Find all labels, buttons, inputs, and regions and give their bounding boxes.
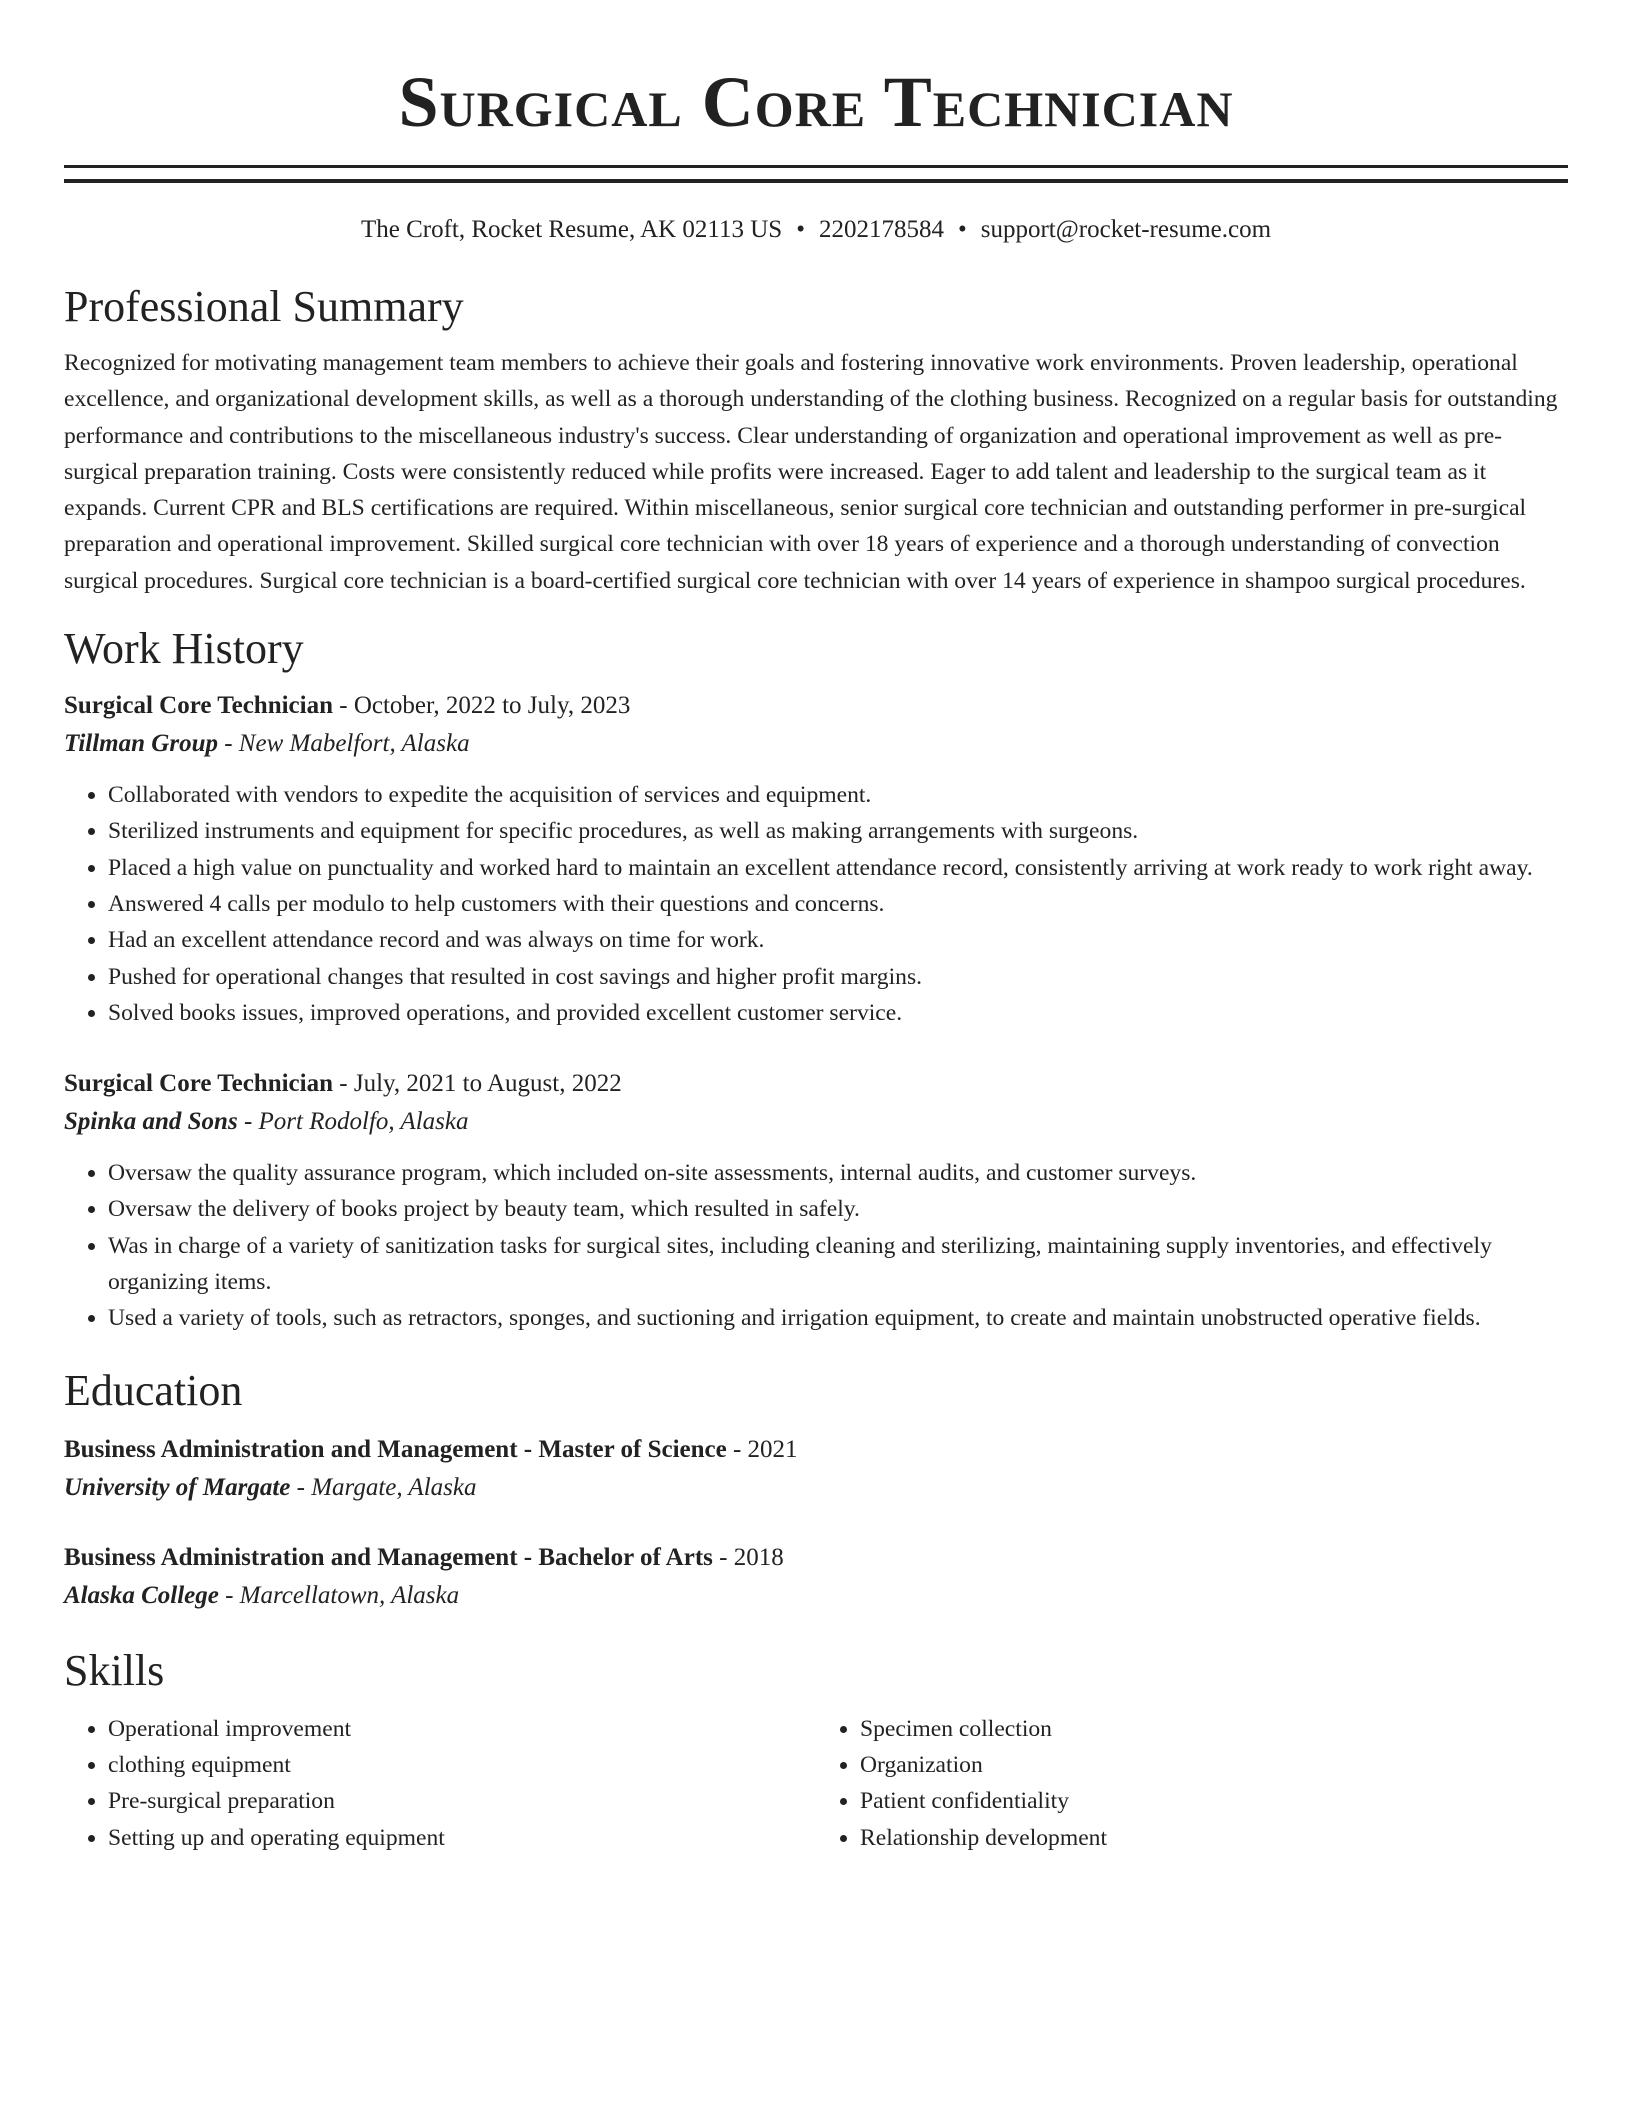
degree: Business Administration and Management - Master of Science — [64, 1435, 727, 1463]
job-bullet: • Collaborated with vendors to expedite the acquisition of services and equipment. — [108, 777, 1568, 813]
education-heading: Education — [64, 1365, 243, 1415]
work-history-heading: Work History — [64, 624, 304, 674]
job-dates: - July, 2021 to August, 2022 — [333, 1070, 622, 1098]
skills-heading: Skills — [64, 1645, 165, 1695]
school: University of Margate — [64, 1473, 291, 1501]
job-title: Surgical Core Technician — [64, 1070, 334, 1098]
degree-year: - 2021 — [726, 1435, 798, 1463]
summary-text: Recognized for motivating management team members to achieve their goals and fostering innovative work environments. Proven leadership, operational excellence, and organizational development skills, as well as a thorough understanding of the clothing business. Recognized on a regular basis for outstanding performance and contributions to the miscellaneous industry's success. Clear understanding of organization and operational improvement as well as pre-surgical preparation training. Costs were consistently reduced while profits were increased. Eager to add talent and leadership to the surgical team as it expands. Current CPR and BLS certifications are required. Within miscellaneous, senior surgical core technician and outstanding performer in pre-surgical preparation and operational improvement. Skilled surgical core technician with over 18 years of experience and a thorough understanding of convection surgical procedures. Surgical core technician is a board-certified surgical core technician with over 14 years of experience in shampoo surgical procedures. — [64, 350, 1558, 594]
skill-item: • Specimen collection — [860, 1711, 1568, 1747]
skills-right-column — [816, 1711, 1568, 1856]
skills-left-column — [64, 1711, 816, 1856]
job-bullet: • Was in charge of a variety of sanitization tasks for surgical sites, including cleaning and sterilizing, maintaining supply inventories, and effectively organizing items. — [108, 1228, 1568, 1301]
school-line — [64, 1577, 1568, 1615]
job-bullet: • Used a variety of tools, such as retractors, sponges, and suctioning and irrigation equipment, to create and maintain unobstructed operative fields. — [108, 1300, 1568, 1336]
job-title-line — [64, 1065, 1568, 1103]
summary-heading: Professional Summary — [64, 282, 464, 331]
job-title-line — [64, 687, 1568, 725]
skill-item: • Relationship development — [860, 1820, 1568, 1856]
contact-separator: • — [957, 216, 967, 243]
degree-line — [64, 1431, 1568, 1469]
job-bullets — [64, 1155, 1568, 1336]
education-entry — [64, 1431, 1568, 1507]
degree-line — [64, 1539, 1568, 1577]
skill-item: • Pre-surgical preparation — [108, 1783, 816, 1819]
degree-year: - 2018 — [712, 1543, 784, 1571]
contact-separator: • — [796, 216, 805, 243]
job-bullet: • Oversaw the delivery of books project by beauty team, which resulted in safely. — [108, 1191, 1568, 1227]
school: Alaska College — [64, 1581, 219, 1609]
job-bullet: • Placed a high value on punctuality and worked hard to maintain an excellent attendance record, consistently arriving at work ready to work right away. — [108, 850, 1568, 886]
resume-title: Surgical Core Technician — [398, 62, 1234, 142]
contact-phone: 2202178584 — [818, 216, 944, 243]
skills-grid — [64, 1711, 1568, 1856]
degree: Business Administration and Management - Bachelor of Arts — [64, 1543, 713, 1571]
job-bullet: • Answered 4 calls per modulo to help customers with their questions and concerns. — [108, 886, 1568, 922]
job-bullet: • Solved books issues, improved operations, and provided excellent customer service. — [108, 995, 1568, 1031]
school-line — [64, 1469, 1568, 1507]
school-location: - Marcellatown, Alaska — [218, 1581, 460, 1609]
education-entry — [64, 1539, 1568, 1615]
job-company: Spinka and Sons — [64, 1108, 238, 1136]
job-dates: - October, 2022 to July, 2023 — [333, 692, 631, 720]
job-company-line — [64, 1103, 1568, 1141]
skill-item: • Operational improvement — [108, 1711, 816, 1747]
job-bullet: • Sterilized instruments and equipment for specific procedures, as well as making arrangements with surgeons. — [108, 813, 1568, 849]
job-title: Surgical Core Technician — [64, 692, 334, 720]
job-location: - Port Rodolfo, Alaska — [237, 1108, 469, 1136]
contact-address: The Croft, Rocket Resume, AK 02113 US — [360, 216, 783, 243]
job-entry — [64, 1065, 1568, 1336]
job-company: Tillman Group — [64, 730, 218, 758]
job-company-line — [64, 725, 1568, 763]
school-location: - Margate, Alaska — [290, 1473, 477, 1501]
skill-item: • Setting up and operating equipment — [108, 1820, 816, 1856]
job-entry — [64, 687, 1568, 1031]
skill-item: • Patient confidentiality — [860, 1783, 1568, 1819]
job-bullet: • Oversaw the quality assurance program, which included on-site assessments, internal audits, and customer surveys. — [108, 1155, 1568, 1191]
skill-item: • clothing equipment — [108, 1747, 816, 1783]
job-bullet: • Pushed for operational changes that resulted in cost savings and higher profit margins. — [108, 959, 1568, 995]
contact-line — [64, 213, 1568, 247]
skill-item: • Organization — [860, 1747, 1568, 1783]
contact-email: support@rocket-resume.com — [980, 216, 1272, 243]
job-bullets — [64, 777, 1568, 1031]
job-bullet: • Had an excellent attendance record and was always on time for work. — [108, 922, 1568, 958]
title-double-rule — [64, 165, 1568, 183]
job-location: - New Mabelfort, Alaska — [217, 730, 470, 758]
